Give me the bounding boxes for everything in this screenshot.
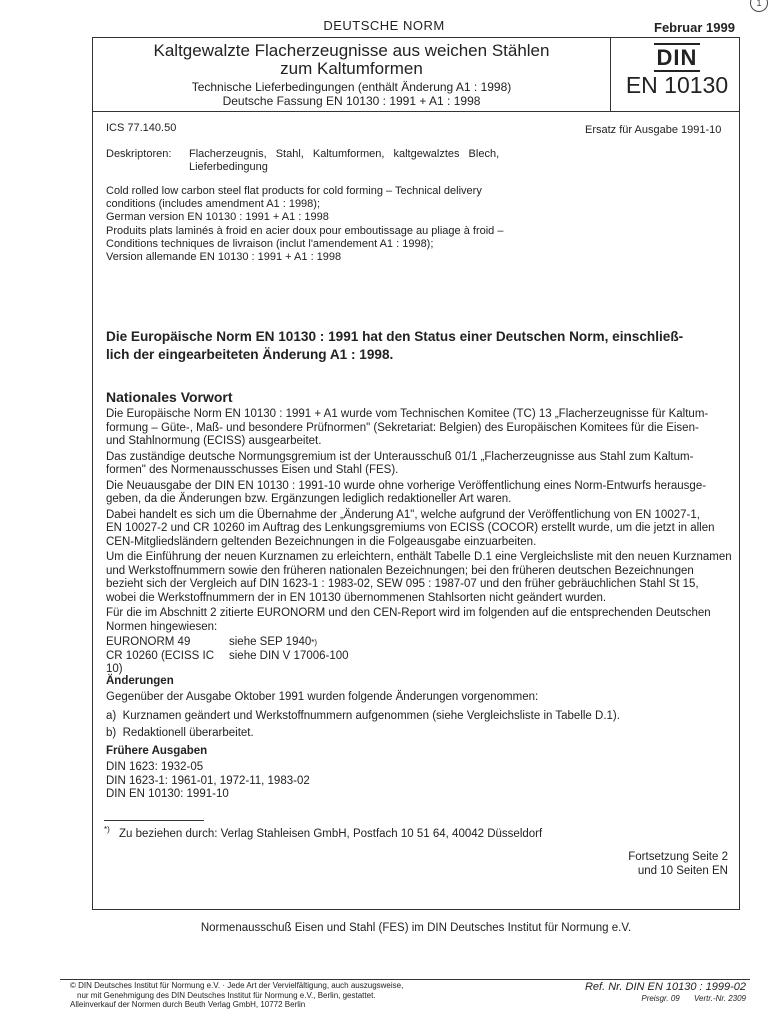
reference-row — [106, 650, 736, 677]
price-group: Preisgr. 09 — [641, 994, 680, 1003]
change-item: a) Kurznamen geändert und Werkstoffnummern aufgenommen (siehe Vergleichsliste in Tabelle D.1). — [106, 709, 620, 722]
ics-code: ICS 77.140.50 — [106, 122, 177, 134]
vorwort-paragraph-5 — [106, 551, 736, 605]
status-line-2: lich der eingearbeiteten Änderung A1 : 1998. — [106, 347, 394, 362]
french-title-line-2: Conditions techniques de livraison (inclut l'amendement A1 : 1998); — [106, 238, 434, 250]
text-line: geben, da die Änderungen bzw. Ergänzungen lediglich redaktioneller Art waren. — [106, 493, 512, 505]
legal-line-3: Alleinverkauf der Normen durch Beuth Verlag GmbH, 10772 Berlin — [70, 1000, 306, 1009]
title-divider — [610, 38, 611, 111]
continuation-line-2: und 10 Seiten EN — [637, 864, 728, 877]
previous-editions-heading: Frühere Ausgaben — [106, 745, 208, 757]
reference-list — [106, 636, 736, 677]
subtitle-line-1: Technische Lieferbedingungen (enthält Änderung A1 : 1998) — [191, 80, 512, 94]
reference-row — [106, 636, 736, 650]
footnote-mark: *) — [311, 638, 318, 647]
text-line: Dabei handelt es sich um die Übernahme der „Änderung A1", welche aufgrund der Veröffentlichung von EN 10027-1, — [106, 508, 700, 521]
change-item: b) Redaktionell überarbeitet. — [106, 727, 254, 739]
english-version-line: German version EN 10130 : 1991 + A1 : 1998 — [106, 211, 329, 223]
footnote-mark: *) — [104, 825, 110, 834]
reference-code: EURONORM 49 — [106, 636, 191, 648]
text-line: Normen hingewiesen: — [106, 620, 218, 633]
vorwort-paragraph-3 — [106, 480, 736, 507]
french-title-line-1: Produits plats laminés à froid en acier doux pour emboutissage au pliage à froid – — [106, 225, 504, 237]
status-statement — [106, 328, 731, 364]
title-line-1: Kaltgewalzte Flacherzeugnisse aus weichen Stählen — [153, 41, 550, 60]
standard-number: EN 10130 — [625, 72, 729, 98]
changes-intro: Gegenüber der Ausgabe Oktober 1991 wurden folgende Änderungen vorgenommen: — [106, 691, 539, 703]
footnote-rule — [104, 820, 204, 821]
price-info — [585, 993, 746, 1005]
descriptors-line-1: Flacherzeugnis, Stahl, Kaltumformen, kaltgewalztes Blech, — [189, 148, 500, 160]
reference-number-block — [585, 981, 746, 1005]
english-title-line-2: conditions (includes amendment A1 : 1998); — [106, 198, 321, 210]
text-line: bezieht sich der Vergleich auf DIN 1623-1 : 1983-02, SEW 095 : 1987-07 und den früher gebräuchlichen Stahl St 15, — [106, 578, 699, 590]
descriptors-line-2: Lieferbedingung — [189, 161, 268, 173]
subtitle-line-2: Deutsche Fassung EN 10130 : 1991 + A1 : 1998 — [222, 94, 481, 108]
text-line: wobei die Werkstoffnummern der in EN 10130 übernommenen Stahlsorten nicht geändert wurden. — [106, 591, 607, 604]
footer-rule — [60, 979, 750, 980]
footnote — [104, 823, 542, 841]
distribution-number: Vertr.-Nr. 2309 — [693, 994, 746, 1003]
issue-date: Februar 1999 — [654, 20, 735, 35]
previous-editions-list — [106, 761, 310, 802]
replacement-note: Ersatz für Ausgabe 1991-10 — [585, 124, 722, 136]
title-line-2: zum Kaltumformen — [280, 59, 423, 78]
english-title — [106, 185, 482, 224]
french-version-line: Version allemande EN 10130 : 1991 + A1 : 1998 — [106, 251, 342, 263]
norm-label: DEUTSCHE NORM — [323, 18, 445, 33]
legal-notice — [70, 981, 403, 1010]
committee-line: Normenausschuß Eisen und Stahl (FES) im DIN Deutsches Institut für Normung e.V. — [200, 922, 632, 934]
text-line: und Stahlnormung (ECISS) ausgearbeitet. — [106, 435, 322, 447]
din-logo-text: DIN — [654, 43, 701, 72]
continuation-line-1: Fortsetzung Seite 2 — [628, 851, 728, 863]
text-line: formen" des Normenausschusses Eisen und Stahl (FES). — [106, 464, 399, 476]
reference-code: CR 10260 (ECISS IC 10) — [106, 649, 215, 675]
vorwort-body — [106, 408, 736, 677]
title-block — [93, 38, 610, 108]
text-line: formung – Güte-, Maß- und besondere Prüfnormen" (Sekretariat: Belgien) des Europäischen Komitees für die Eisen- — [106, 421, 699, 434]
page-corner-mark: 1 — [750, 0, 768, 12]
french-title — [106, 225, 503, 264]
previous-edition-item: DIN EN 10130: 1991-10 — [106, 788, 229, 800]
changes-heading: Änderungen — [106, 675, 174, 687]
text-line: Das zuständige deutsche Normungsgremium ist der Unterausschuß 01/1 „Flacherzeugnisse aus Stahl zum Kaltum- — [106, 450, 694, 463]
previous-edition-item: DIN 1623: 1932-05 — [106, 761, 204, 773]
status-line-1: Die Europäische Norm EN 10130 : 1991 hat den Status einer Deutschen Norm, einschließ- — [106, 329, 684, 344]
reference-number: Ref. Nr. DIN EN 10130 : 1999-02 — [584, 981, 746, 993]
english-title-line-1: Cold rolled low carbon steel flat products for cold forming – Technical delivery — [106, 185, 482, 197]
reference-target: siehe SEP 1940 — [229, 636, 312, 648]
reference-target: siehe DIN V 17006-100 — [229, 649, 349, 662]
legal-line-2: nur mit Genehmigung des DIN Deutsches Institut für Normung e.V., Berlin, gestattet. — [77, 990, 376, 1000]
descriptors-label: Deskriptoren: — [106, 148, 172, 160]
vorwort-paragraph-6 — [106, 607, 736, 634]
text-line: EN 10027-2 und CR 10260 im Auftrag des Lenkungsgremiums von ECISS (COCOR) erstellt wurde, um die jetzt in allen — [106, 522, 715, 534]
vorwort-paragraph-4 — [106, 509, 736, 550]
text-line: Die Neuausgabe der DIN EN 10130 : 1991-10 wurde ohne vorherige Veröffentlichung eines Norm-Entwurfs herausge- — [106, 479, 707, 492]
text-line: Um die Einführung der neuen Kurznamen zu erleichtern, enthält Tabelle D.1 eine Vergleichsliste mit den neuen Kurznamen — [106, 551, 732, 563]
footnote-text: Zu beziehen durch: Verlag Stahleisen GmbH, Postfach 10 51 64, 40042 Düsseldorf — [118, 827, 543, 840]
vorwort-paragraph-1 — [106, 408, 736, 449]
text-line: Für die im Abschnitt 2 zitierte EURONORM und den CEN-Report wird im folgenden auf die entsprechenden Deutschen — [106, 607, 711, 619]
vorwort-paragraph-2 — [106, 451, 736, 478]
continuation-note — [620, 851, 728, 878]
text-line: CEN-Mitgliedsländern geltenden Bezeichnungen in die Folgeausgabe einzuarbeiten. — [106, 535, 537, 548]
title-bottom-rule — [93, 111, 739, 112]
din-logo — [613, 46, 741, 70]
changes-body — [106, 691, 736, 741]
text-line: und Werkstoffnummern sowie den früheren nationalen Bezeichnungen; bei den früheren deutschen Bezeichnungen — [106, 564, 694, 577]
legal-line-1: © DIN Deutsches Institut für Normung e.V. · Jede Art der Vervielfältigung, auch auszugsweise, — [70, 981, 404, 990]
vorwort-heading: Nationales Vorwort — [106, 389, 233, 405]
text-line: Die Europäische Norm EN 10130 : 1991 + A1 wurde vom Technischen Komitee (TC) 13 „Flacherzeugnisse für Kaltum- — [106, 408, 709, 420]
previous-edition-item: DIN 1623-1: 1961-01, 1972-11, 1983-02 — [106, 774, 310, 787]
din-logo-block — [613, 38, 741, 98]
